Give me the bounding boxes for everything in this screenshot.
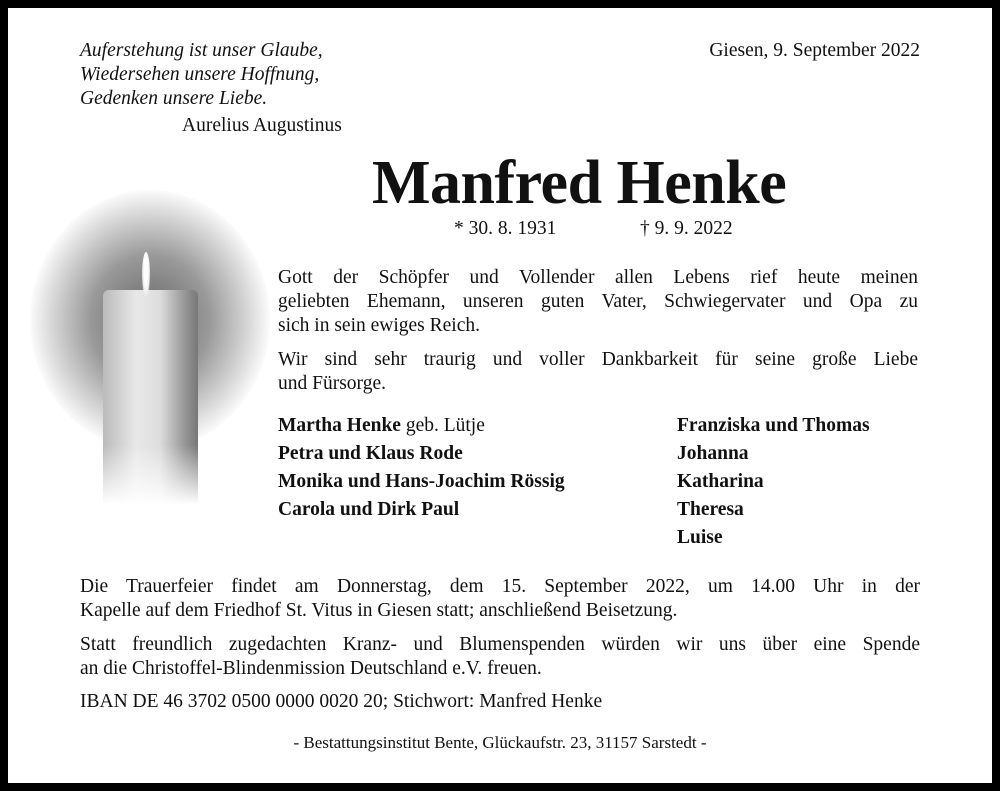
announcement-line: sich in sein ewiges Reich. xyxy=(278,315,480,336)
iban-info: IBAN DE 46 3702 0500 0000 0020 20; Stichwort: Manfred Henke xyxy=(80,691,603,712)
announcement-line: Gott der Schöpfer und Vollender allen Lebens rief heute meinen xyxy=(278,267,918,288)
mourner-note: geb. Lütje xyxy=(400,415,485,436)
grandchild: Theresa xyxy=(677,499,744,520)
mourner: Monika und Hans-Joachim Rössig xyxy=(278,471,565,492)
funeral-home-footer: - Bestattungsinstitut Bente, Glückaufstr. 23, 31157 Sarstedt - xyxy=(293,733,707,752)
death-date: † 9. 9. 2022 xyxy=(640,218,733,239)
quote-line: Auferstehung ist unser Glaube, xyxy=(80,40,323,61)
donation-info: an die Christoffel-Blindenmission Deutschland e.V. freuen. xyxy=(80,658,542,679)
gratitude-line: Wir sind sehr traurig und voller Dankbarkeit für seine große Liebe xyxy=(278,349,918,370)
mourner xyxy=(278,414,485,438)
mourner-name: Martha Henke xyxy=(278,415,401,436)
gratitude-line: und Fürsorge. xyxy=(278,373,386,394)
grandchild: Johanna xyxy=(677,443,749,464)
mourner: Petra und Klaus Rode xyxy=(278,443,463,464)
funeral-info: Die Trauerfeier findet am Donnerstag, dem 15. September 2022, um 14.00 Uhr in der xyxy=(80,576,920,597)
grandchild: Luise xyxy=(677,527,723,548)
announcement-line: geliebten Ehemann, unseren guten Vater, Schwiegervater und Opa zu xyxy=(278,291,918,312)
mourner: Carola und Dirk Paul xyxy=(278,499,460,520)
quote-line: Gedenken unsere Liebe. xyxy=(80,88,268,109)
funeral-info: Kapelle auf dem Friedhof St. Vitus in Giesen statt; anschließend Beisetzung. xyxy=(80,600,678,621)
quote-author: Aurelius Augustinus xyxy=(182,115,342,136)
grandchild: Katharina xyxy=(677,471,764,492)
birth-date: * 30. 8. 1931 xyxy=(454,218,557,239)
candle-flame-icon xyxy=(142,252,150,297)
candle-image xyxy=(103,290,198,505)
quote-line: Wiedersehen unsere Hoffnung, xyxy=(80,64,320,85)
grandchild: Franziska und Thomas xyxy=(677,415,870,436)
place-date: Giesen, 9. September 2022 xyxy=(709,40,920,61)
donation-info: Statt freundlich zugedachten Kranz- und Blumenspenden würden wir uns über eine Spende xyxy=(80,634,920,655)
deceased-name: Manfred Henke xyxy=(372,149,787,217)
